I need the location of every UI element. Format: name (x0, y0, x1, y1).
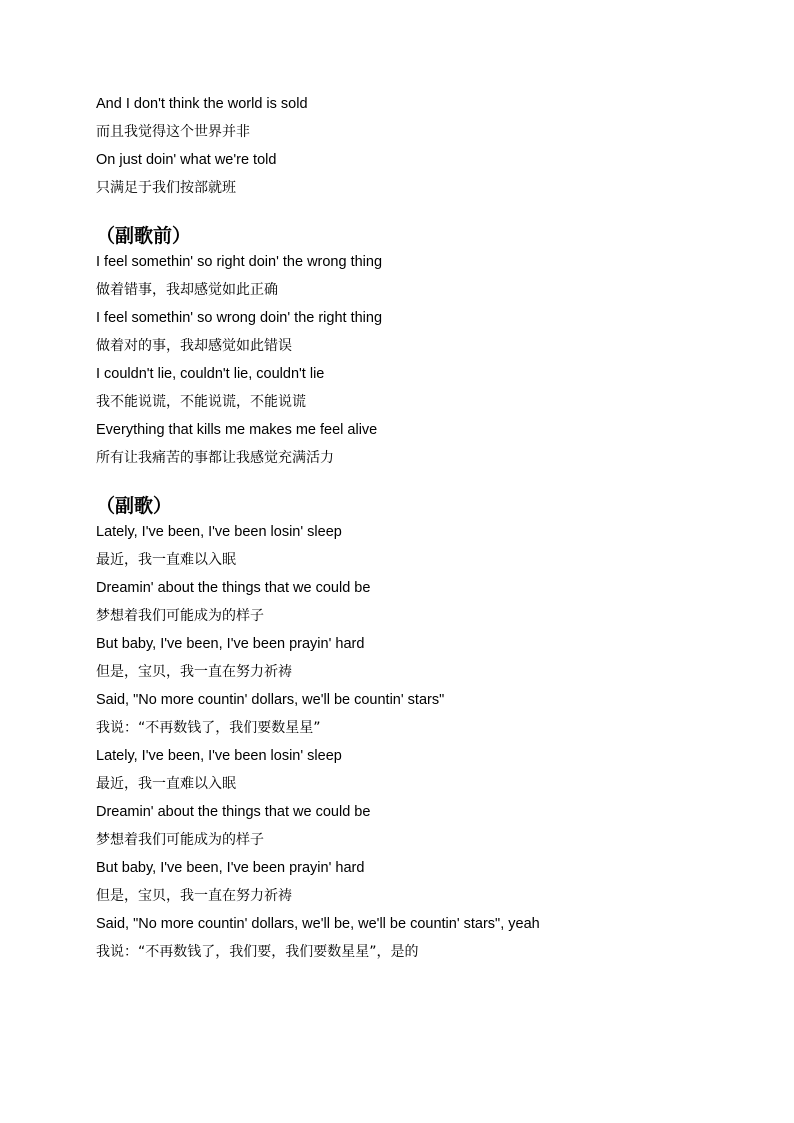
lyric-line-en: Lately, I've been, I've been losin' sleep (96, 524, 342, 540)
lyric-line-en: I feel somethin' so wrong doin' the right thing (96, 310, 383, 326)
lyric-line-en: I feel somethin' so right doin' the wrong thing (96, 254, 383, 270)
section-heading-chorus: （副歌） (96, 495, 173, 517)
lyric-line-zh: 但是，宝贝，我一直在努力祈祷 (96, 888, 292, 904)
lyric-line-zh: 梦想着我们可能成为的样子 (96, 608, 264, 624)
lyric-line-en: Lately, I've been, I've been losin' sleep (96, 748, 342, 764)
lyric-line-zh: 梦想着我们可能成为的样子 (96, 832, 264, 848)
lyric-line-zh: 我说：“不再数钱了，我们要数星星” (96, 720, 321, 736)
lyric-line-en: Dreamin' about the things that we could be (96, 580, 371, 596)
lyrics-page (96, 94, 716, 962)
pre-chorus-block (96, 252, 716, 468)
lyric-line-en: Dreamin' about the things that we could be (96, 804, 371, 820)
lyric-line-zh: 所有让我痛苦的事都让我感觉充满活力 (96, 450, 334, 466)
intro-block (96, 94, 716, 198)
section-heading-pre-chorus: （副歌前） (96, 225, 192, 247)
chorus-block (96, 522, 716, 962)
lyric-line-zh: 做着对的事，我却感觉如此错误 (96, 338, 292, 354)
lyric-line-zh: 最近，我一直难以入眠 (96, 776, 236, 792)
lyric-line-en: But baby, I've been, I've been prayin' hard (96, 636, 365, 652)
lyric-line-en: Said, "No more countin' dollars, we'll be countin' stars" (96, 692, 445, 708)
lyric-line-zh: 做着错事，我却感觉如此正确 (96, 282, 278, 298)
lyric-line-en: And I don't think the world is sold (96, 96, 308, 112)
lyric-line-zh: 我说：“不再数钱了，我们要，我们要数星星”，是的 (96, 944, 419, 960)
lyric-line-en: On just doin' what we're told (96, 152, 277, 168)
lyric-line-zh: 我不能说谎，不能说谎，不能说谎 (96, 394, 306, 410)
lyric-line-en: But baby, I've been, I've been prayin' hard (96, 860, 365, 876)
lyric-line-zh: 而且我觉得这个世界并非 (96, 124, 250, 140)
lyric-line-en: Said, "No more countin' dollars, we'll be, we'll be countin' stars", yeah (96, 916, 540, 932)
lyric-line-zh: 只满足于我们按部就班 (96, 180, 236, 196)
lyric-line-zh: 最近，我一直难以入眠 (96, 552, 236, 568)
lyric-line-en: I couldn't lie, couldn't lie, couldn't lie (96, 366, 325, 382)
lyric-line-zh: 但是，宝贝，我一直在努力祈祷 (96, 664, 292, 680)
lyric-line-en: Everything that kills me makes me feel alive (96, 422, 378, 438)
